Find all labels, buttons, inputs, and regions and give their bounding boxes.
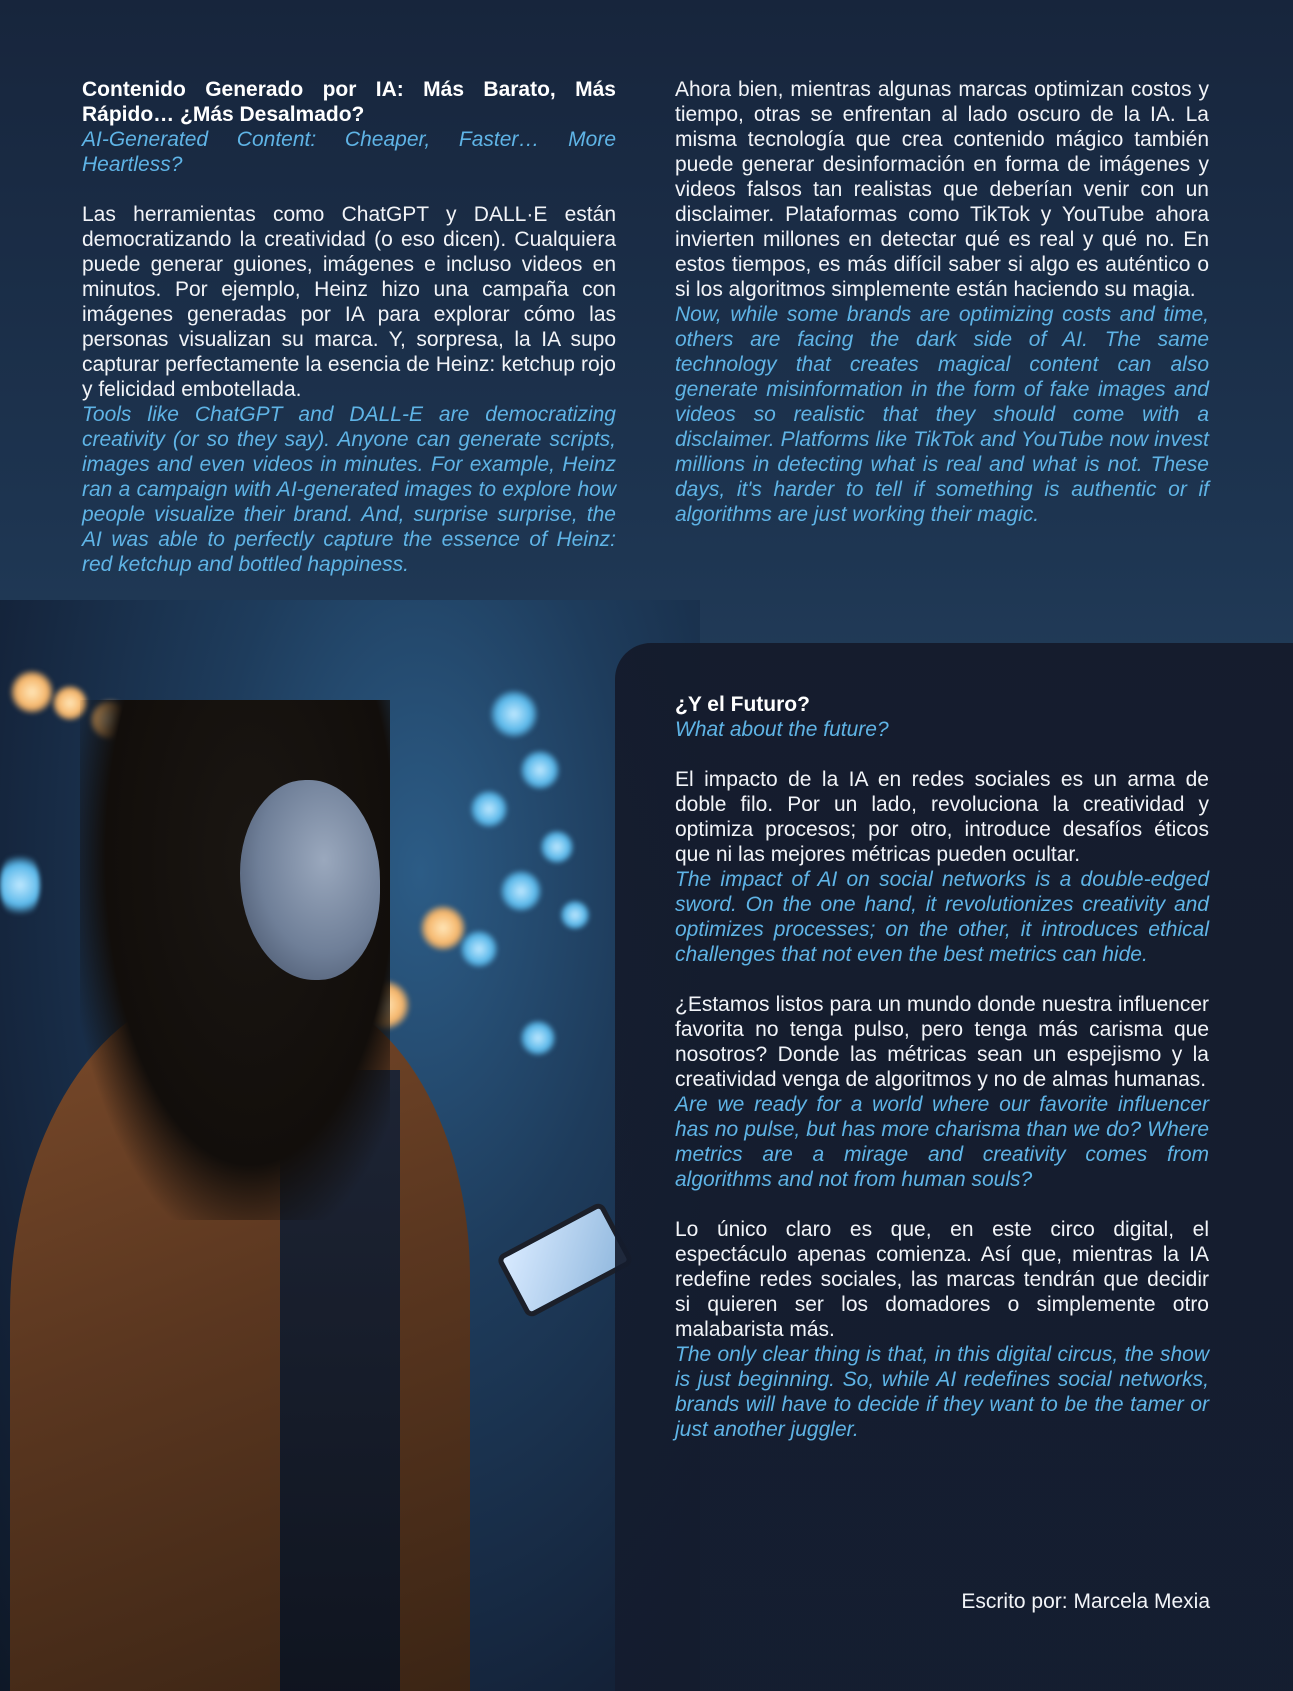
paragraph-english: The only clear thing is that, in this digital circus, the show is just beginning. So, while AI redefines social networks, brands will have to decide if they want to be the tamer or just another juggler. <box>675 1343 1209 1441</box>
woman-with-phone-photo <box>0 600 700 1691</box>
bokeh-light <box>520 1020 556 1056</box>
section-heading-english: AI-Generated Content: Cheaper, Faster… More Heartless? <box>82 128 616 176</box>
bokeh-light <box>0 850 40 920</box>
bokeh-light <box>560 900 590 930</box>
paragraph-spanish: Lo único claro es que, en este circo digital, el espectáculo apenas comienza. Así que, mientras la IA redefine redes sociales, las marcas tendrán que decidir si quieren ser los domadores o simplemente otro malabarista más. <box>675 1218 1209 1341</box>
bokeh-light <box>10 670 54 714</box>
bokeh-light <box>420 905 466 951</box>
section-heading-english: What about the future? <box>675 718 889 741</box>
paragraph-english: Tools like ChatGPT and DALL-E are democratizing creativity (or so they say). Anyone can generate scripts, images and even videos in minutes. For example, Heinz ran a campaign with AI-generated images to explore how people visualize their brand. And, surprise surprise, the AI was able to perfectly capture the essence of Heinz: red ketchup and bottled happiness. <box>82 403 616 576</box>
paragraph-spanish: ¿Estamos listos para un mundo donde nuestra influencer favorita no tenga pulso, pero tenga más carisma que nosotros? Donde las métricas sean un espejismo y la creatividad venga de algoritmos y no de almas humanas. <box>675 993 1209 1091</box>
author-credit: Escrito por: Marcela Mexia <box>961 1590 1210 1613</box>
paragraph-spanish: Ahora bien, mientras algunas marcas optimizan costos y tiempo, otras se enfrentan al lado oscuro de la IA. La misma tecnología que crea contenido mágico también puede generar desinformación en forma de imágenes y videos falsos tan realistas que deberían venir con un disclaimer. Plataformas como TikTok y YouTube ahora invierten millones en detectar qué es real y qué no. En estos tiempos, es más difícil saber si algo es auténtico o si los algoritmos simplemente están haciendo su magia. <box>675 78 1209 301</box>
paragraph-english: The impact of AI on social networks is a double-edged sword. On the one hand, it revolutionizes creativity and optimizes processes; on the other, it introduces ethical challenges that not even the best metrics can hide. <box>675 868 1209 966</box>
bokeh-light <box>470 790 508 828</box>
bokeh-light <box>500 870 542 912</box>
section-heading: Contenido Generado por IA: Más Barato, Más Rápido… ¿Más Desalmado? <box>82 78 616 126</box>
paragraph-english: Now, while some brands are optimizing costs and time, others are facing the dark side of AI. The same technology that creates magical content can also generate misinformation in the form of fake images and videos so realistic that they should come with a disclaimer. Platforms like TikTok and YouTube now invest millions in detecting what is real and what is not. These days, it's harder to tell if something is authentic or if algorithms are just working their magic. <box>675 303 1209 526</box>
paragraph-spanish: Las herramientas como ChatGPT y DALL·E están democratizando la creatividad (o eso dicen). Cualquiera puede generar guiones, imágenes e incluso videos en minutos. Por ejemplo, Heinz hizo una campaña con imágenes generadas por IA para explorar cómo las personas visualizan su marca. Y, sorpresa, la IA supo capturar perfectamente la esencia de Heinz: ketchup rojo y felicidad embotellada. <box>82 203 616 401</box>
bokeh-light <box>490 690 538 738</box>
section-heading: ¿Y el Futuro? <box>675 693 810 716</box>
bokeh-light <box>520 750 560 790</box>
right-top-column <box>675 77 1209 527</box>
left-column <box>82 77 616 577</box>
paragraph-english: Are we ready for a world where our favorite influencer has no pulse, but has more charisma than we do? Where metrics are a mirage and creativity comes from algorithms and not from human souls? <box>675 1093 1209 1191</box>
future-section <box>675 692 1209 1442</box>
bokeh-light <box>540 830 574 864</box>
paragraph-spanish: El impacto de la IA en redes sociales es un arma de doble filo. Por un lado, revoluciona la creatividad y optimiza procesos; por otro, introduce desafíos éticos que ni las mejores métricas pueden ocultar. <box>675 768 1209 866</box>
bokeh-light <box>460 930 498 968</box>
